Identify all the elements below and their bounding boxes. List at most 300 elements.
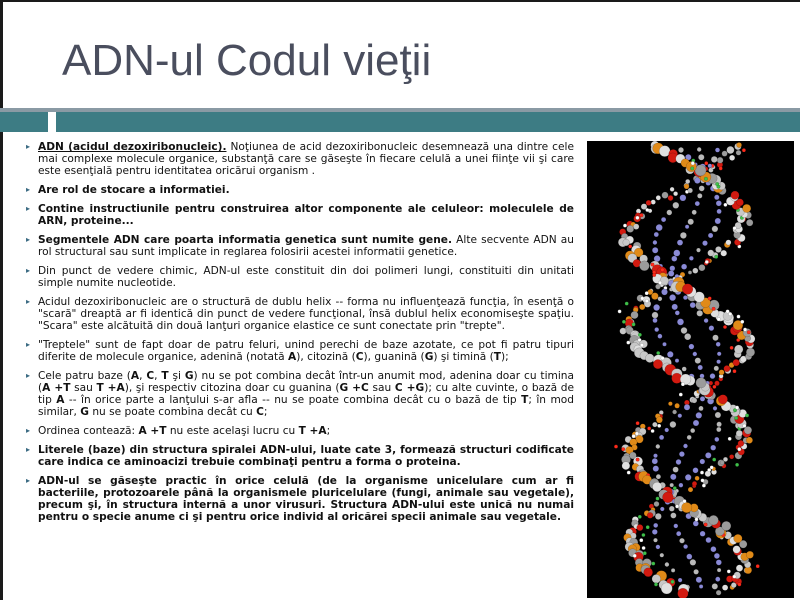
- dna-atom: [683, 295, 687, 299]
- dna-atom: [638, 515, 642, 519]
- dna-atom: [734, 345, 743, 354]
- bullet-genes: ▸ Segmentele ADN care poarta informatia genetica sunt numite gene. Alte secvente ADN au rol structural sau sunt implicate in reglarea folosirii acestei informatii genetice.: [26, 234, 574, 258]
- dna-atom: [715, 218, 721, 224]
- dna-atom: [658, 281, 662, 285]
- dna-atom: [679, 483, 683, 487]
- dna-atom: [657, 424, 661, 428]
- dna-atom: [722, 521, 731, 530]
- dna-atom: [653, 360, 662, 369]
- dna-atom: [652, 247, 658, 253]
- dna-atom: [727, 146, 735, 154]
- slide-left-border: [0, 0, 3, 600]
- dna-atom: [743, 328, 747, 332]
- dna-atom: [710, 373, 715, 378]
- dna-atom: [700, 471, 704, 475]
- dna-atom: [682, 284, 693, 295]
- dna-atom: [656, 195, 661, 200]
- dna-atom: [668, 402, 672, 406]
- dna-atom: [651, 293, 658, 300]
- dna-atom: [737, 315, 741, 319]
- dna-atom: [669, 294, 675, 300]
- dna-atom: [738, 447, 742, 451]
- dna-atom: [672, 304, 678, 310]
- dna-atom: [680, 195, 686, 201]
- dna-atom: [661, 289, 667, 295]
- dna-atom: [670, 483, 674, 487]
- dna-atom: [702, 484, 706, 488]
- dna-atom: [698, 365, 703, 370]
- dna-atom: [711, 445, 716, 450]
- dna-atom: [670, 266, 675, 271]
- dna-atom: [692, 398, 697, 403]
- dna-atom: [733, 369, 737, 373]
- dna-atom: [658, 297, 662, 301]
- dna-atom: [690, 559, 696, 565]
- dna-atom: [694, 569, 699, 574]
- dna-atom: [627, 471, 631, 475]
- dna-atom: [696, 248, 700, 252]
- dna-atom: [673, 467, 679, 473]
- dna-atom: [633, 224, 639, 230]
- dna-atom: [690, 167, 694, 171]
- dna-atom: [678, 147, 683, 152]
- dna-atom: [618, 310, 622, 314]
- bullet-presence: ▸ ADN-ul se găseşte practic în orice celulă (de la organisme unicelulare cum ar fi bacteriile, protozoarele până la organismele pluricelulare (fungi, animale sau vegetale), precum şi, în structura internă a unor virusuri. Structura ADN-ului este unică nu numai pentru o specie anume ci şi pentru orice individ al oricărei specii animale sau vegetale.: [26, 475, 574, 523]
- dna-atom: [633, 554, 637, 558]
- dna-atom: [715, 437, 720, 442]
- dna-atom: [653, 523, 658, 528]
- dna-atom: [661, 268, 665, 272]
- dna-atom: [640, 538, 644, 542]
- dna-atom: [684, 184, 689, 189]
- dna-atom: [685, 474, 691, 480]
- dna-atom: [708, 250, 714, 256]
- dna-atom: [676, 459, 681, 464]
- dna-atom: [693, 468, 699, 474]
- dna-atom: [705, 161, 709, 165]
- dna-atom: [652, 312, 658, 318]
- dna-atom: [688, 219, 694, 225]
- dna-atom: [711, 546, 717, 552]
- dna-atom: [690, 302, 696, 308]
- dna-atom: [692, 210, 697, 215]
- dna-atom: [628, 245, 632, 249]
- dna-atom: [661, 217, 666, 222]
- dna-atom: [644, 568, 653, 577]
- dna-atom: [643, 551, 647, 555]
- dna-atom: [667, 210, 672, 215]
- dna-atom: [653, 304, 659, 310]
- dna-atom: [756, 564, 760, 568]
- dna-atom: [675, 403, 680, 408]
- dna-atom: [722, 585, 728, 591]
- dna-atom: [696, 412, 702, 418]
- dna-atom: [653, 318, 658, 323]
- dna-atom: [639, 261, 649, 271]
- dna-atom: [683, 499, 687, 503]
- dna-atom: [659, 146, 670, 157]
- dna-atom: [717, 568, 721, 572]
- dna-atom: [691, 161, 695, 165]
- dna-atom: [654, 501, 659, 506]
- dna-atom: [717, 422, 722, 427]
- dna-atom: [638, 333, 642, 337]
- dna-atom: [685, 225, 689, 229]
- dna-atom: [695, 518, 699, 522]
- dna-atom: [681, 382, 685, 386]
- dna-atom: [668, 271, 674, 277]
- dna-atom: [675, 311, 680, 316]
- dna-atom: [689, 256, 693, 260]
- bullet-double-helix: ▸ Acidul dezoxiribonucleic are o structură de dublu helix -- forma nu influenţează funcţia, în esenţă o "scară" dreaptă ar fi identică din punct de vedere funcţional, însă dublul helix economiseşte spaţiu. "Scara" este alcătuită din două lanţuri organice elastice ce sunt conectate prin "trepte".: [26, 296, 574, 332]
- dna-atom: [663, 492, 674, 503]
- dna-atom: [652, 574, 661, 583]
- dna-atom: [721, 250, 727, 256]
- dna-atom: [714, 366, 719, 371]
- dna-atom: [627, 225, 634, 232]
- dna-atom: [738, 583, 742, 587]
- dna-atom: [652, 458, 658, 464]
- dna-atom: [665, 562, 669, 566]
- dna-atom: [673, 192, 677, 196]
- dna-atom: [660, 507, 664, 511]
- dna-atom: [684, 404, 690, 410]
- dna-atom: [623, 224, 627, 228]
- dna-atom: [646, 525, 650, 529]
- dna-atom: [700, 459, 705, 464]
- dna-atom: [743, 424, 747, 428]
- bullet-codons: ▸ Literele (baze) din structura spiralei ADN-ului, luate cate 3, formează structuri codificate care indica ce aminoacizi trebuie combinaţi pentru a forma o proteina.: [26, 444, 574, 468]
- dna-atom: [636, 421, 640, 425]
- dna-atom: [719, 370, 724, 375]
- dna-atom: [704, 318, 708, 322]
- dna-atom: [668, 195, 673, 200]
- dna-atom: [654, 232, 659, 237]
- dna-atom: [746, 551, 753, 558]
- dna-atom: [658, 334, 663, 339]
- dna-atom: [655, 327, 659, 331]
- dna-atom: [676, 531, 681, 536]
- dna-atom: [699, 585, 703, 589]
- dna-atom: [621, 447, 625, 451]
- dna-atom: [727, 570, 731, 574]
- dna-atom: [673, 486, 677, 490]
- dna-atom: [693, 420, 699, 426]
- dna-atom: [713, 406, 717, 410]
- dna-atom: [712, 458, 716, 462]
- dna-atom: [652, 529, 657, 534]
- dna-atom: [651, 263, 655, 267]
- dna-atom: [656, 224, 663, 231]
- dna-atom: [704, 177, 708, 181]
- dna-atom: [679, 451, 684, 456]
- dna-atom: [713, 385, 717, 389]
- bullet-base-types: ▸ "Treptele" sunt de fapt doar de patru feluri, unind perechi de baze azotate, ce pot fi patru tipuri diferite de molecule organice, adenină (notată A), citozină (C), guanină (G) şi timină (T);: [26, 339, 574, 363]
- dna-atom: [641, 297, 645, 301]
- dna-atom: [729, 455, 734, 460]
- dna-atom: [705, 260, 709, 264]
- dna-atom: [716, 590, 721, 595]
- dna-atom: [687, 435, 692, 440]
- dna-atom: [679, 538, 684, 543]
- dna-atom: [682, 367, 687, 372]
- dna-atom: [736, 150, 741, 155]
- dna-atom: [683, 444, 687, 448]
- dna-atom: [746, 219, 753, 226]
- dna-atom: [639, 304, 645, 310]
- dna-atom: [632, 323, 636, 327]
- dna-atom: [647, 427, 651, 431]
- dna-atom: [735, 406, 739, 410]
- dna-atom: [712, 583, 718, 589]
- dna-atom: [636, 216, 640, 220]
- dna-atom: [693, 268, 699, 274]
- dna-atom: [680, 232, 686, 238]
- dna-atom: [637, 524, 643, 530]
- dna-atom: [733, 575, 737, 579]
- dna-atom: [733, 359, 740, 366]
- dna-atom: [677, 319, 684, 326]
- dna-atom: [696, 378, 706, 388]
- dna-atom: [614, 445, 618, 449]
- dna-atom: [656, 497, 660, 501]
- dna-atom: [677, 240, 683, 246]
- dna-atom: [653, 454, 657, 458]
- dna-atom: [663, 342, 667, 346]
- dna-atom: [742, 148, 746, 152]
- dna-atom: [656, 351, 660, 355]
- dna-atom: [651, 200, 656, 205]
- dna-atom: [688, 271, 692, 275]
- dna-helix-image: [587, 141, 794, 598]
- dna-atom: [673, 202, 679, 208]
- dna-atom: [728, 437, 732, 441]
- dna-atom: [622, 320, 626, 324]
- title-divider-band-right: [56, 112, 800, 132]
- dna-atom: [645, 291, 649, 295]
- dna-atom: [625, 302, 629, 306]
- dna-atom: [675, 505, 679, 509]
- dna-atom: [695, 476, 700, 481]
- dna-atom: [681, 327, 687, 333]
- dna-atom: [688, 188, 693, 193]
- dna-atom: [689, 344, 694, 349]
- dna-atom: [660, 553, 664, 557]
- dna-atom: [692, 481, 697, 486]
- dna-atom: [678, 414, 682, 418]
- dna-atom: [734, 534, 743, 543]
- dna-atom: [699, 186, 705, 192]
- dna-atom: [709, 515, 719, 525]
- dna-atom: [674, 524, 678, 528]
- dna-atom: [723, 457, 728, 462]
- dna-atom: [733, 226, 737, 230]
- dna-atom: [671, 580, 675, 584]
- dna-atom: [653, 240, 657, 244]
- dna-atom: [653, 538, 657, 542]
- bullet-storage-role: ▸ Are rol de stocare a informatiei.: [26, 184, 574, 196]
- dna-atom: [717, 317, 721, 321]
- dna-atom: [678, 588, 689, 598]
- dna-atom: [665, 428, 669, 432]
- dna-atom: [696, 577, 702, 583]
- dna-atom: [693, 521, 699, 527]
- dna-atom: [715, 412, 721, 418]
- dna-atom: [746, 348, 755, 357]
- dna-atom: [688, 487, 693, 492]
- dna-atom: [674, 250, 681, 257]
- dna-atom: [712, 226, 718, 232]
- dna-atom: [724, 203, 728, 207]
- dna-atom: [706, 537, 712, 543]
- dna-atom: [635, 432, 639, 436]
- dna-atom: [700, 531, 705, 536]
- dna-atom: [714, 255, 718, 259]
- dna-atom: [716, 201, 722, 207]
- adn-term: ADN (acidul dezoxiribonucleic).: [38, 141, 227, 153]
- slide-top-border: [0, 0, 800, 2]
- dna-atom: [623, 239, 630, 246]
- dna-atom: [726, 310, 730, 314]
- dna-atom: [670, 187, 674, 191]
- dna-atom: [672, 256, 678, 262]
- dna-atom: [647, 512, 653, 518]
- slide-content: [26, 141, 574, 530]
- dna-atom: [737, 142, 742, 147]
- dna-atom: [652, 562, 656, 566]
- dna-atom: [694, 178, 700, 184]
- dna-atom: [636, 458, 640, 462]
- dna-atom: [652, 273, 656, 277]
- dna-atom: [695, 358, 701, 364]
- dna-atom: [705, 452, 711, 458]
- dna-atom: [709, 326, 714, 331]
- dna-atom: [700, 396, 705, 401]
- dna-atom: [717, 360, 721, 364]
- dna-atom: [745, 414, 749, 418]
- bullet-adn-definition: ▸ ADN (acidul dezoxiribonucleic). Noţiunea de acid dezoxiribonucleic desemnează una dintre cele mai complexe molecule organice, substanţă care se găseşte în fiecare celulă a unei fiinţe vii şi care este esenţială pentru identitatea oricărui organism .: [26, 141, 574, 177]
- dna-atom: [714, 553, 720, 559]
- dna-atom: [736, 430, 743, 437]
- dna-atom: [645, 299, 649, 303]
- dna-atom: [716, 427, 721, 432]
- dna-atom: [669, 506, 674, 511]
- dna-atom: [656, 444, 660, 448]
- dna-atom: [702, 241, 707, 246]
- dna-atom: [746, 437, 753, 444]
- dna-atom: [683, 544, 687, 548]
- dna-atom: [733, 546, 741, 554]
- dna-atom: [723, 325, 727, 329]
- dna-atom: [662, 192, 669, 199]
- dna-atom: [708, 297, 712, 301]
- dna-atom: [659, 435, 664, 440]
- dna-atom: [712, 307, 716, 311]
- dna-atom: [697, 147, 701, 151]
- dna-atom: [690, 428, 695, 433]
- dna-atom: [697, 193, 702, 198]
- bullet-base-pairing: ▸ Cele patru baze (A, C, T şi G) nu se pot combina decât într-un anumit mod, adenina doar cu timina (A +T sau T +A), şi respectiv citozina doar cu guanina (G +C sau C +G); cu alte cuvinte, o bază de tip A -- în orice parte a lanţului s-ar afla -- nu se poate combina decât cu o bază de tip T; în mod similar, G nu se poate combina decât cu C;: [26, 370, 574, 418]
- dna-atom: [715, 148, 720, 153]
- dna-atom: [699, 406, 704, 411]
- dna-atom: [708, 233, 713, 238]
- dna-atom: [715, 246, 721, 252]
- dna-atom: [645, 354, 654, 363]
- dna-atom: [622, 462, 630, 470]
- dna-atom: [711, 156, 717, 162]
- dna-atom: [671, 568, 675, 572]
- dna-atom: [698, 154, 704, 160]
- dna-atom: [731, 191, 739, 199]
- dna-atom: [653, 466, 659, 472]
- dna-atom: [730, 346, 734, 350]
- dna-atom: [652, 482, 662, 492]
- dna-atom: [716, 560, 722, 566]
- dna-atom: [717, 209, 722, 214]
- dna-atom: [736, 565, 743, 572]
- bullet-chemistry: ▸ Din punct de vedere chimic, ADN-ul este constituit din doi polimeri lungi, constituiti din unitati simple numite nucleotide.: [26, 265, 574, 289]
- dna-atom: [747, 330, 751, 334]
- dna-atom: [675, 359, 679, 363]
- dna-atom: [642, 533, 646, 537]
- dna-atom: [729, 155, 735, 161]
- dna-atom: [687, 554, 693, 560]
- dna-atom: [672, 410, 676, 414]
- dna-helix-illustration: [587, 141, 794, 598]
- dna-atom: [716, 342, 721, 347]
- dna-atom: [717, 157, 723, 163]
- dna-atom: [701, 479, 705, 483]
- dna-atom: [715, 577, 720, 582]
- dna-atom: [726, 240, 731, 245]
- dna-atom: [627, 341, 631, 345]
- dna-atom: [652, 422, 657, 427]
- dna-atom: [656, 545, 660, 549]
- dna-atom: [656, 417, 662, 423]
- dna-atom: [714, 195, 719, 200]
- dna-atom: [656, 474, 661, 479]
- dna-atom: [655, 513, 661, 519]
- dna-atom: [632, 434, 636, 438]
- dna-atom: [667, 351, 673, 357]
- dna-atom: [710, 466, 714, 470]
- dna-atom: [699, 264, 706, 271]
- dna-atom: [685, 179, 690, 184]
- dna-atom: [695, 201, 700, 206]
- dna-atom: [713, 335, 719, 341]
- dna-atom: [671, 513, 677, 519]
- dna-atom: [717, 352, 721, 356]
- dna-atom: [693, 352, 697, 356]
- dna-atom: [661, 356, 665, 360]
- dna-atom: [661, 583, 672, 594]
- dna-atom: [718, 395, 727, 404]
- dna-atom: [670, 474, 676, 480]
- title-divider-band-left: [0, 112, 48, 132]
- bullet-order-matters: ▸ Ordinea contează: A +T nu este acelaşi lucru cu T +A;: [26, 425, 574, 437]
- dna-atom: [682, 502, 692, 512]
- dna-atom: [715, 182, 719, 186]
- dna-atom: [681, 264, 687, 270]
- dna-atom: [743, 204, 751, 212]
- dna-atom: [654, 583, 658, 587]
- dna-atom: [679, 393, 683, 397]
- dna-atom: [670, 421, 676, 427]
- slide-title: ADN-ul Codul vieţii: [62, 36, 432, 85]
- dna-atom: [684, 333, 691, 340]
- dna-atom: [719, 167, 723, 171]
- dna-atom: [646, 208, 650, 212]
